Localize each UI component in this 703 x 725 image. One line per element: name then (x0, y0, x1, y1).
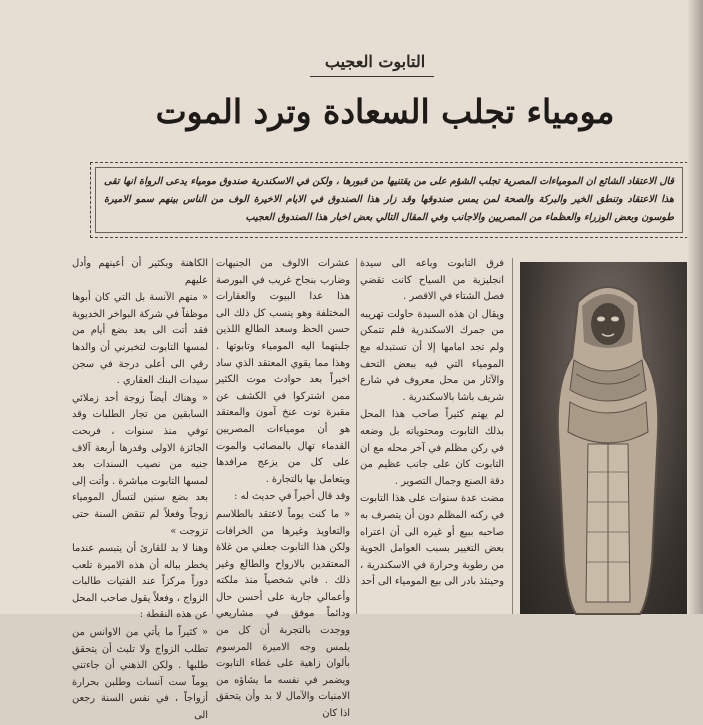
paragraph: وقد قال أخيراً في حديث له : (234, 491, 350, 503)
deck-text: قال الاعتقاد الشائع ان المومياءات المصرية تجلب الشؤم على من يقتنيها من قبورها ، ولكن في الاسكندرية صندوق مومياء يدعى الرواة انها تقى هذا الاعتقاد وتنطق الخير والبركة والصحة لمن يمس صندوقها وقد زار هذا الصندوق في الايام الاخيرة الوف من الناس بينهم سمو الاميرة طوسون وبعض الوزراء والعظماء من المصريين والاجانب وفي المقال التالي بعض اخبار هذا الصندوق العجيب (95, 167, 683, 233)
page-gutter (687, 0, 703, 614)
column-divider-2 (356, 258, 357, 614)
paragraph: « ما كنت يوماً لاعتقد بالطلاسم والتعاويذ وغيرها من الخرافات ولكن هذا التابوت جعلني من غلاة المعتقدين بالارواح والطالع وغير ذلك . فاني شخصياً منذ ملكته وأعمالي جارية على أحسن حال ودائماً موفق في مشاريعي ووجدت بالتجربة أن كل من يلمس وجه الاميرة المرسوم بألوان زاهية على غطاء التابوت ويضمر في نفسه ما يشاؤه من الامنيات والآمال لا بد وأن يتحقق اذا كان (216, 508, 350, 720)
paragraph: الكاهنة وبكثير أن أعينهم وأدل عليهم (72, 258, 208, 286)
paragraph: مضت عدة سنوات على هذا التابوت في ركنه المظلم دون أن يتصرف به صاحبه ببيع أو غيره الى أن اعتراه بعض التغيير بسبب العوامل الجوية من رطوبة وحرارة في الاسكندرية ، وحينئذ بادر الى بيع المومياء الى أحد (360, 493, 504, 588)
sarcophagus-photo (520, 262, 696, 614)
article-column-2 (216, 256, 350, 720)
article-kicker: التابوت العجيب (324, 52, 426, 71)
article-headline: مومياء تجلب السعادة وترد الموت (155, 92, 615, 131)
article-column-3 (72, 256, 208, 722)
paragraph: « كثيراً ما يأتي من الاوانس من تطلب الزواج ولا تلبث أن يتحقق طلبها . ولكن الذهني أن جاءتني يوماً ست آنسات وطلبن بحرارة أزواجاً ، في نفس السنة رجعن الى (72, 627, 208, 722)
deck-box (90, 162, 688, 238)
mummy-case-image (520, 262, 696, 614)
kicker-underline (310, 76, 434, 77)
column-divider-1 (512, 258, 513, 614)
paragraph: وهنا لا بد للقارئ أن يتبسم عندما يخطر بباله أن هذه الاميرة تلعب دوراً مركزاً عند الفتيات طالبات الزواج ، وفعلاً يقول صاحب المحل عن هذه النقطة : (72, 543, 208, 621)
paragraph: ويقال ان هذه السيدة حاولت تهريبه من جمرك الاسكندرية فلم تتمكن ولم تجد امامها إلا أن تستبدله مع المومياء التي فيه ببعض التحف والآثار من محل معروف في شارع شريف باشا بالاسكندرية . (360, 308, 504, 403)
paragraph: عشرات الالوف من الجنيهات وضارب بنجاح غريب في البورصة هذا عدا البيوت والعقارات المختلفة وهو ينسب كل ذلك الى حسن الحظ وسعد الطالع اللذين جلبتهما اليه المومياء وتابوتها . وهذا مما يقوي المعتقد الذي ساد اخيراً بعد حوادث موت الكثير ممن اشتركوا في الكشف عن مقبرة توت عنخ آمون والمعتقد هو أن مومياءات المصريين القدماء تهال بالمصائب والموت على كل من يزعج مرافدها ويتعامل بها بالتجارة . (216, 258, 350, 485)
paragraph: « منهم الآنسة بل التي كان أبوها موظفاً في شركة البواخر الخديوية فقد أتت الى بعد بضع أيام من لمسها التابوت لتخبرني أن والدها رقي الى أعلى درجة في سجن سيدات البنك العقاري . (72, 292, 208, 387)
column-divider-3 (212, 258, 213, 614)
article-column-1 (360, 256, 504, 614)
paragraph: « وهناك أيضاً زوجة أحد زملائي السابقين من تجار الطلبات وقد توفي منذ سنوات ، فربحت الجائزة الاولى وقدرها أربعة آلاف جنيه من نصيب السندات بعد لمسها التابوت مباشرة . وأتت إلى بعد بضع سنين لتسأل المومياء زوجاً وفعلاً لم تنقض السنة حتى تزوجت » (72, 392, 208, 537)
paragraph: لم يهتم كثيراً صاحب هذا المحل بذلك التابوت ومحتوياته بل وضعه في ركن مظلم في آخر محله مع ان التابوت كان على جانب عظيم من دقة الصنع وجمال التصوير . (360, 409, 504, 487)
paragraph: فرق التابوت وباعه الى سيدة انجليزية من السياح كانت تقضي فصل الشتاء في الاقصر . (360, 258, 504, 303)
